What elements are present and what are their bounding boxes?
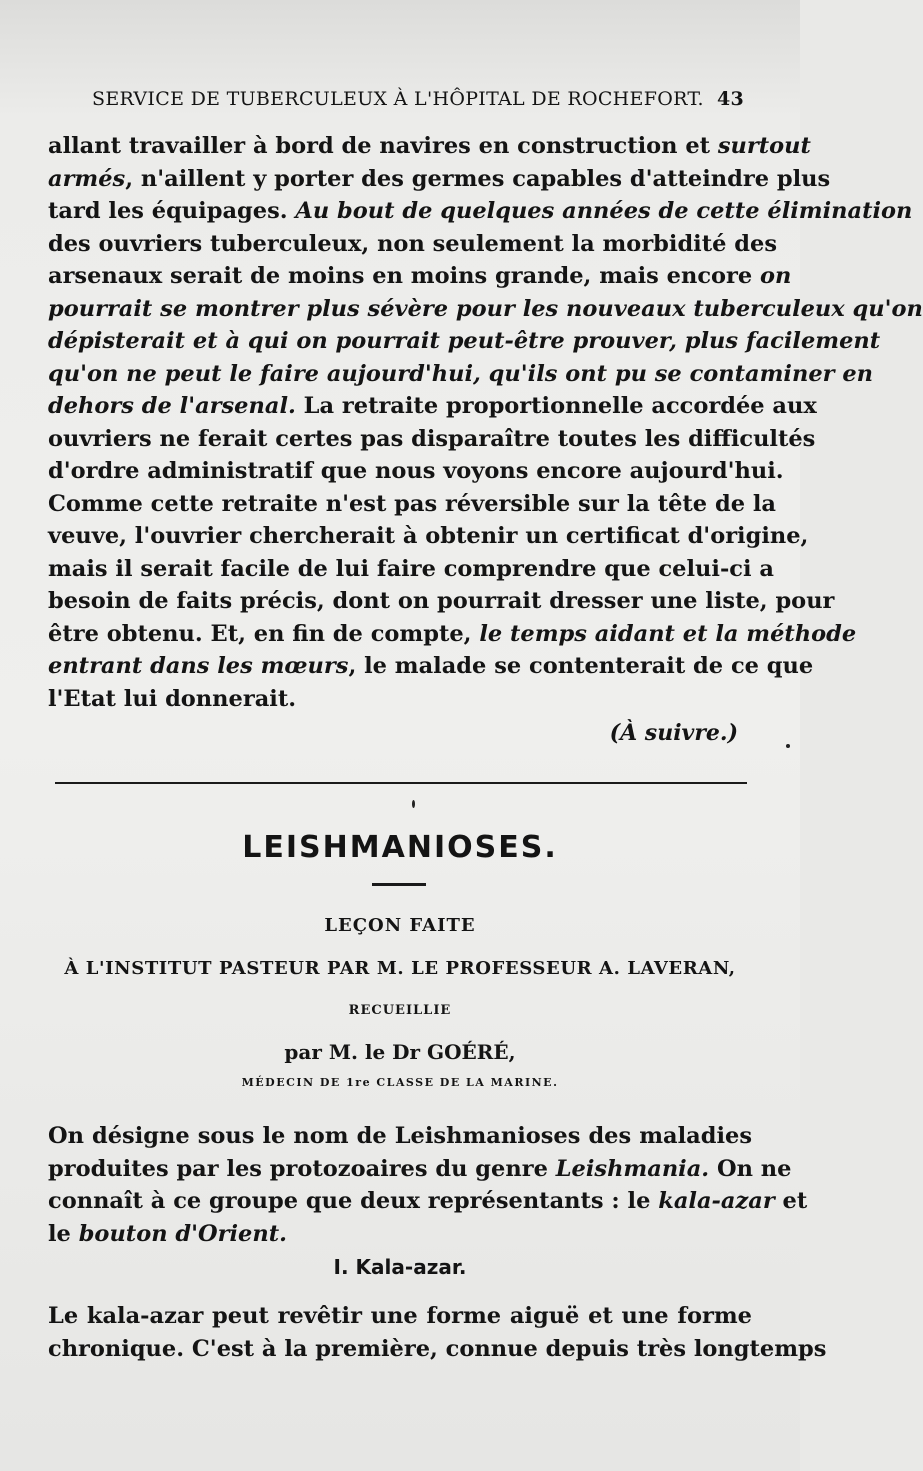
text-run: tard les équipages.	[48, 198, 296, 224]
text-line	[48, 1333, 827, 1366]
text-line	[48, 423, 816, 456]
text-line	[48, 618, 857, 651]
text-run: arsenaux serait de moins en moins grande, mais encore	[48, 263, 761, 289]
institut-pasteur-line: À L'INSTITUT PASTEUR PAR M. LE PROFESSEUR A. LAVERAN,	[64, 958, 736, 979]
italic-run: qu'on ne peut le faire aujourd'hui, qu'ils ont pu se contaminer en	[48, 360, 874, 387]
text-run: La retraite proportionnelle accordée aux	[295, 393, 817, 419]
a-suivre-note: (À suivre.)	[609, 720, 738, 746]
text-line	[48, 1120, 752, 1153]
text-line	[48, 553, 774, 586]
text-line	[48, 325, 881, 358]
paragraph-tuberculeux-conclusion	[48, 130, 923, 715]
recueillie-line: RECUEILLIE	[348, 1003, 452, 1018]
text-line	[48, 293, 923, 326]
page-number: 43	[716, 88, 744, 110]
text-line	[48, 130, 811, 163]
italic-run: armés	[48, 165, 126, 192]
running-title: SERVICE DE TUBERCULEUX À L'HÔPITAL DE ROCHEFORT.	[92, 88, 704, 110]
italic-run: on	[760, 263, 792, 289]
author-line: par M. le Dr GOÉRÉ,	[284, 1040, 516, 1064]
text-line	[48, 455, 784, 488]
italic-run: dehors de l'arsenal.	[48, 393, 296, 419]
text-line	[48, 1185, 808, 1218]
text-run: des ouvriers tuberculeux, non seulement la morbidité des	[48, 230, 777, 257]
text-run: être obtenu. Et, en fin de compte,	[48, 620, 480, 647]
text-line	[48, 195, 913, 228]
text-run: veuve, l'ouvrier chercherait à obtenir un certificat d'origine,	[48, 523, 809, 549]
text-run: Le kala-azar peut revêtir une forme aiguë et une forme	[48, 1303, 752, 1329]
text-line	[48, 358, 874, 391]
title-underline	[372, 883, 426, 886]
text-run: , n'aillent y porter des germes capables d'atteindre plus	[125, 165, 831, 192]
italic-run: surtout	[717, 133, 811, 159]
italic-run: le temps aidant et la méthode	[479, 620, 857, 647]
running-header	[92, 88, 744, 114]
text-line	[48, 260, 792, 293]
text-run: ouvriers ne ferait certes pas disparaître toutes les difficultés	[48, 425, 816, 452]
lecon-faite-line: LEÇON FAITE	[324, 915, 476, 936]
text-run: chronique. C'est à la première, connue depuis très longtemps	[48, 1335, 827, 1362]
text-run: produites par les protozoaires du genre	[48, 1155, 556, 1182]
text-line	[48, 390, 817, 423]
text-run: , le malade se contenterait de ce que	[348, 653, 814, 679]
text-run: On désigne sous le nom de Leishmanioses des maladies	[48, 1123, 752, 1149]
text-line	[48, 520, 809, 553]
print-speck	[412, 800, 415, 808]
text-run: le	[48, 1220, 79, 1247]
text-run: connaît à ce groupe que deux représentants : le	[48, 1188, 659, 1214]
italic-run: bouton d'Orient.	[78, 1220, 287, 1247]
text-line	[48, 650, 814, 683]
italic-run: dépisterait et à qui on pourrait peut-être prouver, plus facilement	[48, 328, 881, 354]
text-line	[48, 683, 752, 716]
print-speck	[786, 744, 790, 748]
section-divider	[55, 782, 747, 784]
italic-run: Leishmania.	[555, 1155, 710, 1182]
text-run: Comme cette retraite n'est pas réversible sur la tête de la	[48, 490, 776, 517]
text-line	[48, 228, 777, 261]
text-line	[48, 1218, 752, 1251]
text-run: On ne	[709, 1155, 792, 1182]
text-run: besoin de faits précis, dont on pourrait dresser une liste, pour	[48, 588, 835, 614]
text-run: allant travailler à bord de navires en construction et	[48, 133, 718, 159]
text-run: d'ordre administratif que nous voyons encore aujourd'hui.	[48, 458, 784, 484]
article-title: LEISHMANIOSES.	[242, 830, 558, 865]
text-line	[48, 1153, 792, 1186]
section-heading-kala-azar: I. Kala-azar.	[333, 1255, 467, 1279]
text-line	[48, 1300, 752, 1333]
text-line	[48, 163, 831, 196]
text-line	[48, 585, 835, 618]
italic-run: Au bout de quelques années de cette élimination	[295, 198, 913, 224]
paragraph-leishmanioses-intro	[48, 1120, 808, 1250]
italic-run: kala-azar	[658, 1188, 775, 1214]
italic-run: entrant dans les mœurs	[48, 653, 349, 679]
italic-run: pourrait se montrer plus sévère pour les nouveaux tuberculeux qu'on	[48, 295, 923, 322]
paragraph-kala-azar	[48, 1300, 827, 1365]
text-run: et	[774, 1188, 808, 1214]
text-run: l'Etat lui donnerait.	[48, 685, 297, 712]
text-line	[48, 488, 776, 521]
author-rank-line: MÉDECIN DE 1re CLASSE DE LA MARINE.	[241, 1076, 559, 1089]
text-run: mais il serait facile de lui faire comprendre que celui-ci a	[48, 555, 774, 582]
